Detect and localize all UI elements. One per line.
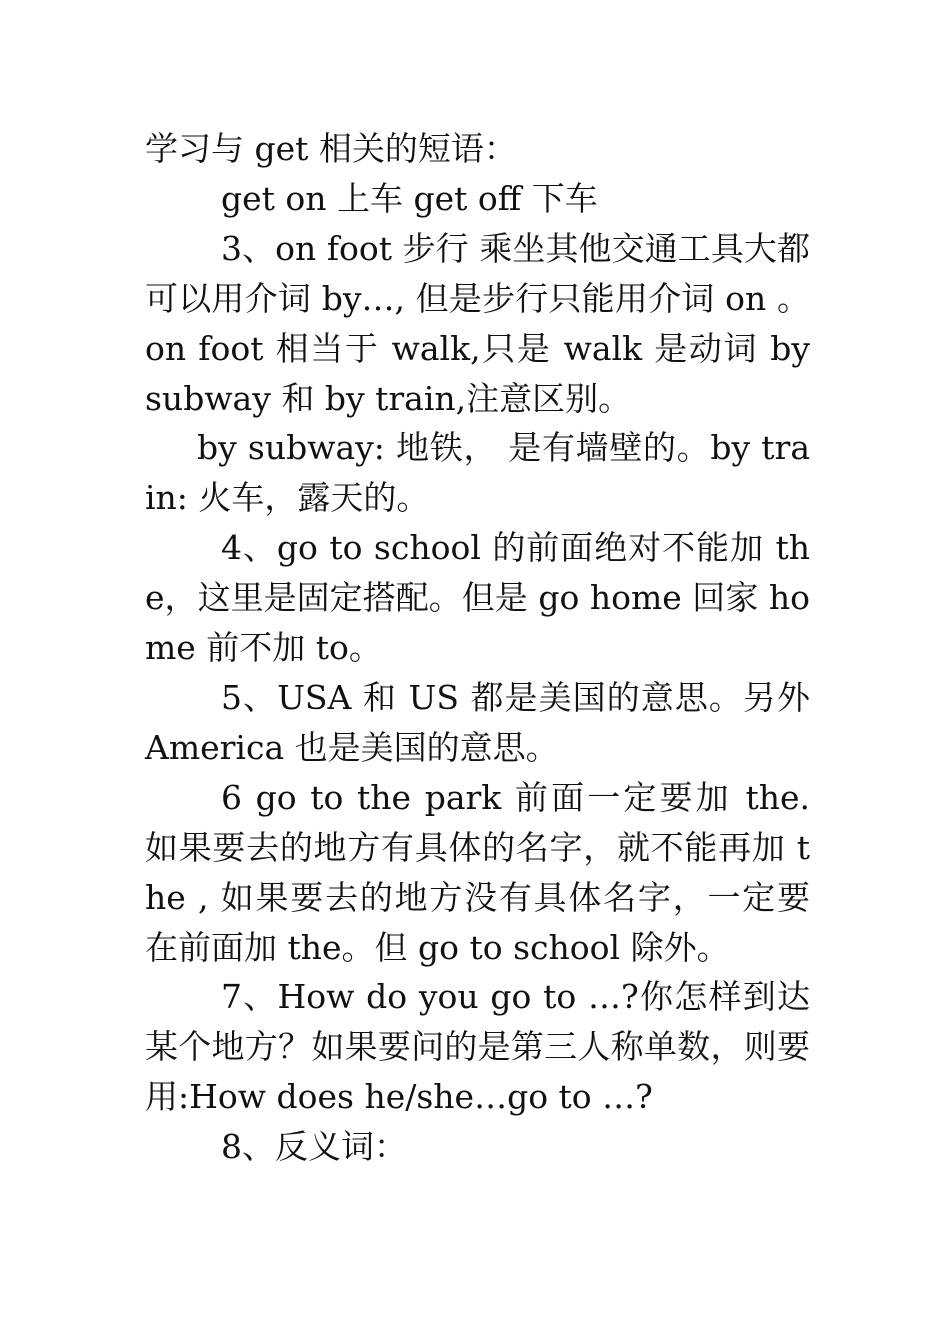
paragraph-get-on-off: get on 上车 get off 下车 xyxy=(221,178,598,218)
paragraph-item-3-on-foot: 3、on foot 步行 乘坐其他交通工具大都可以用介词 by…, 但是步行只能用介词 on 。on foot 相当于 walk,只是 walk 是动词 by subway 和 by train,注意区别。 xyxy=(145,228,810,418)
paragraph-get-phrases-heading: 学习与 get 相关的短语： xyxy=(145,129,517,168)
paragraph-item-8-antonyms: 8、反义词： xyxy=(221,1127,407,1167)
paragraph-item-7-how-do-you: 7、How do you go to …?你怎样到达某个地方？如果要问的是第三人称单数，则要用:How does he/she…go to …? xyxy=(145,977,810,1117)
paragraph-item-5-usa: 5、USA 和 US 都是美国的意思。另外 America 也是美国的意思。 xyxy=(145,677,810,767)
paragraph-subway-train: by subway: 地铁， 是有墙壁的。by train: 火车，露天的。 xyxy=(145,428,810,518)
paragraph-item-4-go-to-school: 4、go to school 的前面绝对不能加 the，这里是固定搭配。但是 go home 回家 home 前不加 to。 xyxy=(145,528,810,668)
paragraph-item-6-go-to-park: 6 go to the park 前面一定要加 the. 如果要去的地方有具体的名字，就不能再加 the , 如果要去的地方没有具体名字，一定要在前面加 the。但 go to school 除外。 xyxy=(145,777,810,967)
document-body xyxy=(145,124,810,1172)
